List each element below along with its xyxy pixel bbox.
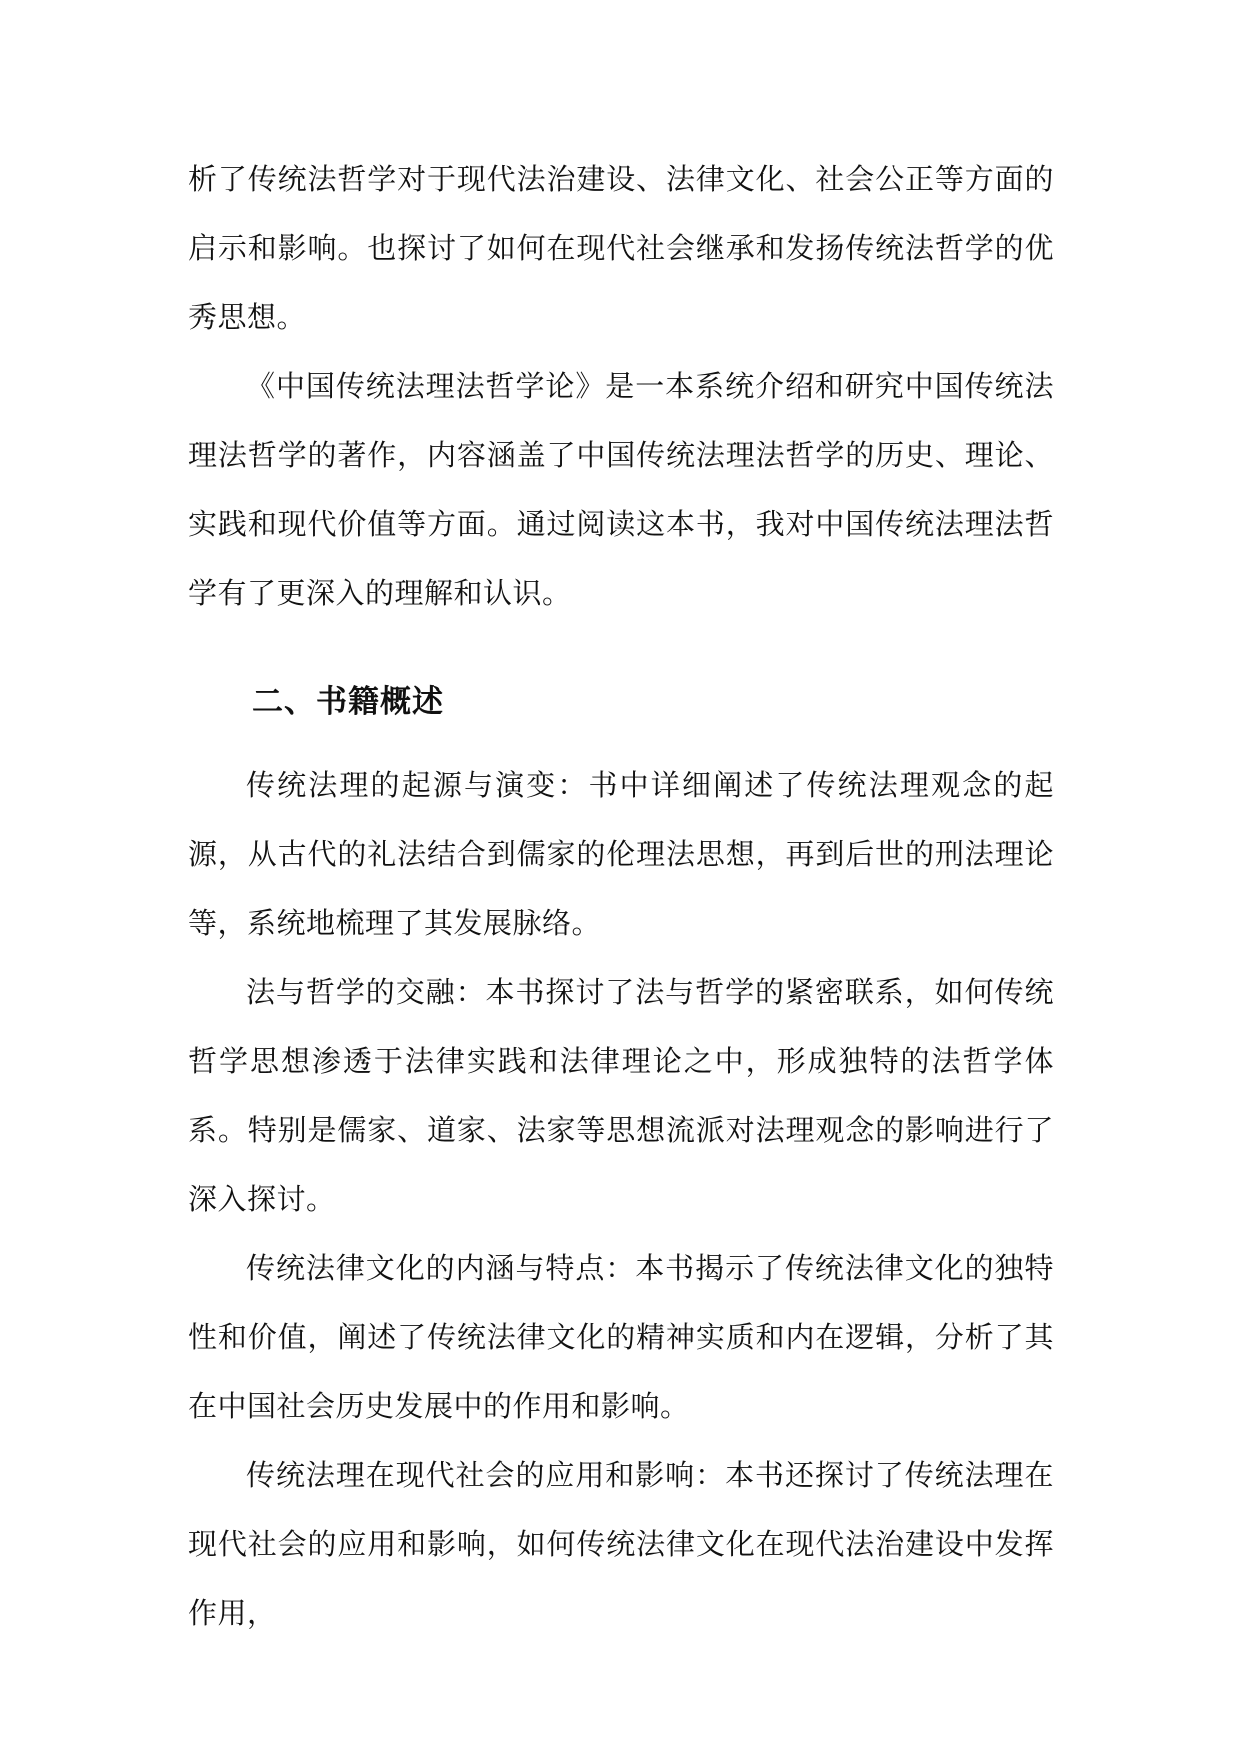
paragraph-book-intro: 《中国传统法理法哲学论》是一本系统介绍和研究中国传统法理法哲学的著作，内容涵盖了中国传统法理法哲学的历史、理论、实践和现代价值等方面。通过阅读这本书，我对中国传统法理法哲学有了更深入的理解和认识。 [188,369,1054,610]
document-page [188,145,1054,1648]
paragraph-law-philosophy: 法与哲学的交融：本书探讨了法与哲学的紧密联系，如何传统哲学思想渗透于法律实践和法律理论之中，形成独特的法哲学体系。特别是儒家、道家、法家等思想流派对法理观念的影响进行了深入探讨。 [188,975,1054,1216]
paragraph-modern-application: 传统法理在现代社会的应用和影响：本书还探讨了传统法理在现代社会的应用和影响，如何传统法律文化在现代法治建设中发挥作用， [188,1458,1054,1630]
paragraph-origin-evolution: 传统法理的起源与演变：书中详细阐述了传统法理观念的起源，从古代的礼法结合到儒家的伦理法思想，再到后世的刑法理论等，系统地梳理了其发展脉络。 [188,768,1054,940]
paragraph-legal-culture: 传统法律文化的内涵与特点：本书揭示了传统法律文化的独特性和价值，阐述了传统法律文化的精神实质和内在逻辑，分析了其在中国社会历史发展中的作用和影响。 [188,1251,1054,1423]
section-heading: 二、书籍概述 [252,684,444,720]
paragraph-continued: 析了传统法哲学对于现代法治建设、法律文化、社会公正等方面的启示和影响。也探讨了如何在现代社会继承和发扬传统法哲学的优秀思想。 [188,162,1054,334]
